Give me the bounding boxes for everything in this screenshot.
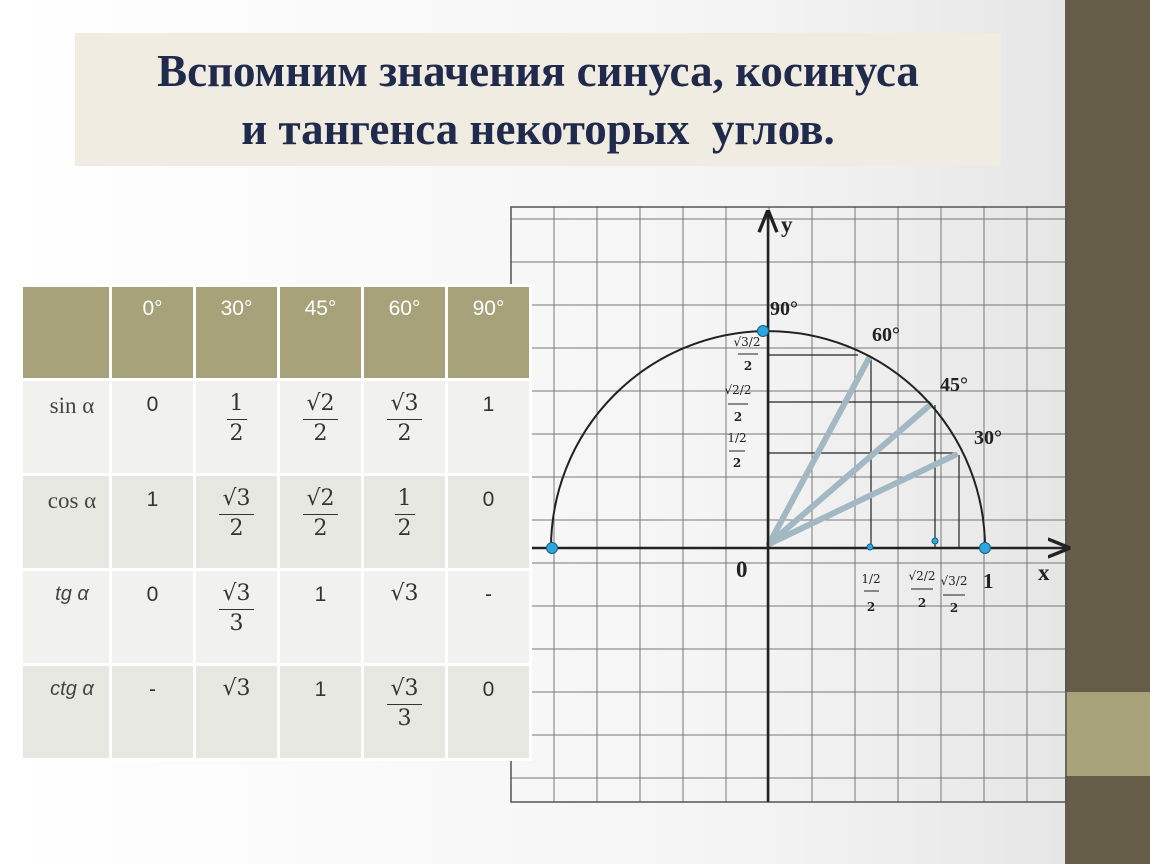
table-cell: √3 — [195, 665, 279, 760]
header-angle-90: 90° — [447, 286, 531, 380]
table-cell: $\frac{√3}{3}$ — [195, 570, 279, 665]
point-root2 — [932, 538, 938, 544]
y-mark-half: 1/2 — [727, 431, 747, 445]
function-label: tg α — [55, 583, 89, 605]
title-line-2: и тангенса некоторых углов. — [241, 103, 835, 154]
angle-rays — [769, 358, 955, 544]
table-cell: 0 — [111, 380, 195, 475]
table-cell: 1 — [111, 475, 195, 570]
table-cell: $\frac{√3}{2}$ — [195, 475, 279, 570]
table-cell: 0 — [447, 665, 531, 760]
header-angle-60: 60° — [363, 286, 447, 380]
y-mark-root3-2: √3/2 — [733, 335, 761, 349]
ray-60 — [769, 358, 869, 544]
x-mark-root2-2: √2/2 — [908, 569, 936, 583]
point-left — [547, 543, 558, 554]
table-row — [22, 475, 531, 570]
x-den-3: 2 — [949, 601, 959, 615]
table-cell: $\frac{√3}{2}$ — [363, 380, 447, 475]
angle-45-label: 45° — [940, 374, 968, 396]
row-label-cell — [22, 475, 111, 570]
table-row — [22, 570, 531, 665]
x-mark-root3-2: √3/2 — [940, 574, 968, 588]
angle-90-label: 90° — [770, 298, 798, 320]
header-angle-30: 30° — [195, 286, 279, 380]
y-den-3: 2 — [732, 456, 742, 470]
x-den-1: 2 — [866, 600, 876, 614]
table-cell: $\frac{√2}{2}$ — [279, 380, 363, 475]
function-label: sin α — [49, 393, 95, 418]
axis-x-label: x — [1038, 560, 1050, 585]
point-right — [980, 543, 991, 554]
trig-values-table — [20, 284, 532, 761]
header-angle-0: 0° — [111, 286, 195, 380]
table-header-row — [22, 286, 531, 380]
header-corner-cell — [22, 286, 111, 380]
table-cell: $\frac{√3}{3}$ — [363, 665, 447, 760]
table-cell: $\frac{√2}{2}$ — [279, 475, 363, 570]
origin-label: 0 — [736, 557, 748, 582]
ray-45 — [769, 405, 930, 544]
table-cell: 1 — [279, 665, 363, 760]
y-mark-root2-2: √2/2 — [724, 383, 752, 397]
table-row — [22, 380, 531, 475]
table-cell: √3 — [363, 570, 447, 665]
angle-30-label: 30° — [974, 427, 1002, 449]
row-label-cell — [22, 570, 111, 665]
table-cell: - — [111, 665, 195, 760]
table-cell: 0 — [111, 570, 195, 665]
angle-60-label: 60° — [872, 324, 900, 346]
row-label-cell — [22, 380, 111, 475]
function-label: cos α — [47, 488, 97, 513]
table-cell: - — [447, 570, 531, 665]
header-angle-45: 45° — [279, 286, 363, 380]
axis-y-label: y — [781, 212, 793, 237]
x-mark-half: 1/2 — [861, 572, 881, 586]
table-cell: $\frac{1}{2}$ — [195, 380, 279, 475]
row-label-cell — [22, 665, 111, 760]
function-label: ctg α — [50, 678, 94, 700]
table-cell: 1 — [447, 380, 531, 475]
title-line-1: Вспомним значения синуса, косинуса — [157, 45, 919, 96]
y-den-2: 2 — [733, 410, 743, 424]
table-cell: $\frac{1}{2}$ — [363, 475, 447, 570]
y-den-1: 2 — [743, 359, 753, 373]
ray-30 — [769, 455, 955, 544]
x-one-label: 1 — [983, 569, 994, 593]
point-half — [867, 544, 873, 550]
x-den-2: 2 — [917, 596, 927, 610]
table-row — [22, 665, 531, 760]
table-cell: 0 — [447, 475, 531, 570]
table-cell: 1 — [279, 570, 363, 665]
